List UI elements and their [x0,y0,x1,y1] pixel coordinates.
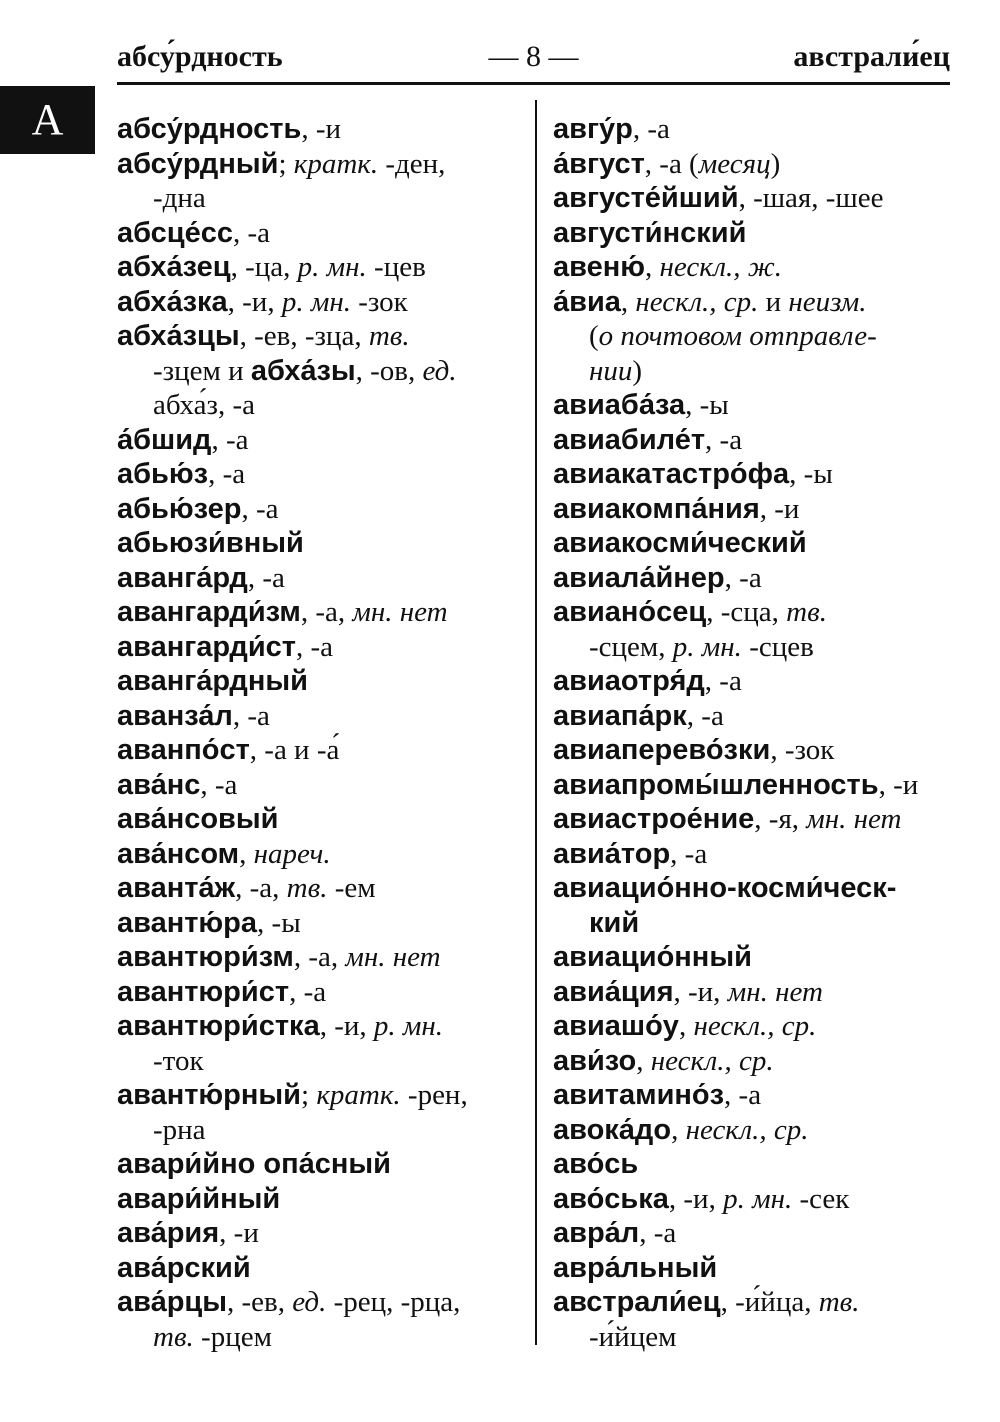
entry-text: , -и [759,492,800,525]
grammar-label: нареч. [253,837,331,870]
dictionary-line [553,526,963,561]
entry-text: , [671,1113,686,1146]
entry-text: , -а [686,699,724,732]
dictionary-line [117,1009,527,1044]
dictionary-line [117,285,527,320]
dictionary-line [553,906,963,941]
entry-text: , -а [289,975,327,1008]
entry-text: -рна [153,1113,206,1146]
headword: ава́нсовый [117,803,279,835]
headword: авиа́ция [553,975,674,1008]
entry-text: -зцем и [153,354,251,387]
headword: абха́зка [117,285,228,318]
dictionary-line [553,1182,963,1217]
entry-text: , -ы [257,906,301,939]
headword: авиаотря́д [553,665,705,697]
entry-text: , -ов, [355,354,423,387]
entry-text: ( [589,320,599,352]
entry-text: -ток [153,1044,204,1077]
headword: абха́зцы [117,320,240,352]
dictionary-line [553,561,963,596]
grammar-label: нескл., ср. [693,1010,817,1042]
headword: авитамино́з [553,1079,725,1111]
entry-text: -ден, [378,147,446,180]
dictionary-line [553,216,963,251]
headword: авантюри́стка [117,1010,320,1042]
headword: а́вгуст [553,147,645,180]
dictionary-line [117,216,527,251]
dictionary-line [117,250,527,285]
entry-text: , -а [724,1079,762,1111]
dictionary-line [117,492,527,527]
headword: авиакосми́ческий [553,527,807,559]
entry-text: , [239,837,254,870]
headword: ава́рцы [117,1286,228,1318]
headword: авари́йно опа́сный [117,1148,391,1180]
headword: австрали́ец [553,1286,721,1318]
entry-text: ) [770,147,781,180]
headword: аванта́ж [117,872,236,904]
dictionary-line [553,975,963,1010]
entry-text: -рцем [193,1320,272,1353]
headword: авиакатастро́фа [553,458,790,490]
grammar-label: нии [589,354,633,387]
dictionary-line [117,733,527,768]
entry-text: , -а, [235,872,287,904]
dictionary-line [553,1078,963,1113]
page-number: — 8 — [488,40,579,73]
headword: авиацио́нно-косми́ческ- [553,872,897,904]
dictionary-line [553,733,963,768]
dictionary-line [117,319,527,354]
running-header [117,36,950,85]
grammar-label: о почтовом отправле- [598,320,877,352]
headword: кий [589,906,640,939]
entry-text: , -а [208,458,246,490]
entry-text: , [620,285,636,318]
entry-text: , -и [878,768,919,801]
dictionary-line [553,319,963,354]
headword: авантю́ра [117,906,258,939]
entry-text: , -а [632,113,670,145]
dictionary-line [117,112,527,147]
entry-text: , -а [232,699,270,732]
dictionary-line [553,699,963,734]
entry-text: , -а [295,630,334,663]
headword: аванга́рдный [117,665,308,697]
dictionary-line [117,147,527,182]
entry-text: -дна [153,182,206,214]
entry-text: -сцев [741,630,814,663]
headword: авиано́сец [553,596,707,628]
dictionary-line [553,250,963,285]
grammar-label: тв. [368,320,410,352]
entry-text: , -ев, -зца, [239,320,369,352]
grammar-label: р. мн. [723,1182,793,1215]
headword: ава́рский [117,1251,251,1284]
headword: аванпо́ст [117,734,250,766]
grammar-label: нескл., ср. [635,285,759,318]
entry-text: , -а [724,561,762,594]
entry-text: ; [301,1079,317,1111]
entry-text: , -а [241,492,279,525]
headword: ави́зо [553,1044,637,1077]
headword: абью́з [117,458,209,490]
dictionary-line [117,1216,527,1251]
entry-text: , -и [219,1217,259,1249]
entry-text: , [636,1044,651,1077]
dictionary-line [553,768,963,803]
headword: авиапа́рк [553,699,687,732]
headword: авантю́рный [117,1079,302,1111]
dictionary-line [553,837,963,872]
entry-text: , -и [301,113,342,145]
headword: авока́до [553,1113,672,1146]
headword: абсу́рдный [117,147,279,180]
grammar-label: мн. нет [345,941,441,973]
dictionary-line [117,1320,527,1355]
entry-text: , -а [200,768,238,801]
dictionary-line [117,664,527,699]
grammar-label: тв. [818,1286,860,1318]
dictionary-line [553,1216,963,1251]
headword: аванга́рд [117,561,248,594]
dictionary-line [117,388,527,423]
grammar-label: ед. [292,1286,327,1318]
dictionary-line [117,768,527,803]
headword: авиаперево́зки [553,734,771,766]
dictionary-line [117,1078,527,1113]
entry-text: , -а [704,665,742,697]
headword: ава́рия [117,1217,220,1249]
header-left-headword: абсу́рдность [117,40,283,73]
headword: августе́йший [553,182,739,214]
dictionary-line [117,1147,527,1182]
headword: ава́нс [117,768,201,801]
dictionary-line [117,906,527,941]
entry-text: -сцем, [589,630,673,663]
grammar-label: тв. [786,596,827,628]
grammar-label: ед. [422,354,457,387]
left-column [117,112,527,1354]
headword: аванза́л [117,699,233,732]
dictionary-line [553,871,963,906]
dictionary-line [553,940,963,975]
header-right-headword: австрали́ец [793,40,950,73]
dictionary-line [553,1113,963,1148]
grammar-label: р. мн. [373,1010,444,1042]
dictionary-line [553,112,963,147]
entry-text: , -а, [300,596,353,628]
entry-text: , -а ( [644,147,699,180]
entry-text: , -ы [789,458,833,490]
dictionary-line [553,354,963,389]
entry-text: , -ы [685,389,729,421]
headword: абью́зер [117,492,242,525]
headword: авиа́тор [553,837,671,870]
dictionary-line [553,1251,963,1286]
headword: авиапромы́шленность [553,768,879,801]
entry-text: -цев [366,251,426,283]
entry-text: , -а и -а́ [249,734,340,766]
grammar-label: кратк. [293,147,379,180]
entry-text: и [758,285,789,318]
dictionary-line [553,1009,963,1044]
dictionary-line [117,940,527,975]
headword: а́виа [553,285,621,318]
entry-text: , -и́йца, [720,1286,819,1318]
headword: авангарди́зм [117,596,301,628]
headword: ава́нсом [117,837,240,870]
headword: абсце́сс [117,216,233,249]
grammar-label: кратк. [316,1079,401,1111]
headword: авиала́йнер [553,561,725,594]
entry-text: , -а, [293,941,346,973]
headword: авиашо́у [553,1010,679,1042]
grammar-label: неизм. [788,285,867,318]
entry-text: -рен, [400,1079,468,1111]
grammar-label: р. мн. [672,630,742,663]
grammar-label: месяц [698,147,771,180]
grammar-label: мн. нет [806,803,902,835]
dictionary-line [553,1320,963,1355]
entry-text: -рец, -рца, [326,1286,461,1318]
grammar-label: мн. нет [727,975,823,1008]
dictionary-line [117,871,527,906]
dictionary-line [117,1182,527,1217]
headword: авиацио́нный [553,941,752,973]
entry-text: , -и, [673,975,728,1008]
headword: а́бшид [117,423,212,456]
dictionary-line [553,595,963,630]
headword: абха́зец [117,251,231,283]
headword: авиабиле́т [553,423,706,456]
dictionary-line [117,595,527,630]
entry-text: -ем [327,872,376,904]
dictionary-line [553,630,963,665]
entry-text: , -ца, [230,251,298,283]
headword: аво́сь [553,1148,639,1180]
headword: абьюзи́вный [117,527,304,559]
grammar-label: мн. нет [352,596,448,628]
dictionary-line [117,1044,527,1079]
entry-text: , -шая, -шее [738,182,884,214]
dictionary-line [117,526,527,561]
dictionary-line [553,388,963,423]
dictionary-line [117,1113,527,1148]
dictionary-line [117,1251,527,1286]
headword: абха́зы [250,354,356,387]
dictionary-line [553,423,963,458]
headword: аво́ська [553,1182,669,1215]
dictionary-line [117,699,527,734]
entry-text: , -и, [319,1010,374,1042]
headword: авари́йный [117,1182,281,1215]
entry-text: , -а [233,216,271,249]
grammar-label: нескл., ж. [659,251,782,283]
dictionary-line [117,1285,527,1320]
dictionary-line [117,457,527,492]
dictionary-line [553,457,963,492]
dictionary-line [117,423,527,458]
dictionary-line [553,1147,963,1182]
entry-text: -зок [350,285,408,318]
entry-text: , -сца, [706,596,787,628]
entry-text: , -ев, [227,1286,293,1318]
entry-text: , [644,251,660,283]
grammar-label: р. мн. [281,285,351,318]
dictionary-line [553,802,963,837]
headword: авиастрое́ние [553,803,755,835]
entry-text: , -и, [668,1182,724,1215]
dictionary-line [117,837,527,872]
grammar-label: р. мн. [297,251,367,283]
headword: авра́льный [553,1251,718,1284]
grammar-label: нескл., ср. [650,1044,774,1077]
entry-text: -сек [792,1182,850,1215]
entry-text: ) [632,354,643,387]
entry-text: , -а [247,561,285,594]
headword: авантюри́ст [117,975,290,1008]
headword: авеню́ [553,251,645,283]
grammar-label: тв. [153,1320,194,1353]
dictionary-line [117,181,527,216]
right-column [553,112,963,1354]
headword: абсу́рдность [117,113,302,145]
headword: авгу́р [553,113,633,145]
entry-text: , -а [705,423,743,456]
dictionary-line [553,492,963,527]
entry-text: , -и, [227,285,282,318]
dictionary-line [117,561,527,596]
dictionary-line [117,802,527,837]
entry-text: , -зок [770,734,835,766]
thumb-index-tab: А [0,86,95,154]
grammar-label: тв. [286,872,328,904]
entry-text: , -а [211,423,249,456]
dictionary-line [553,285,963,320]
entry-text: , -а [670,837,708,870]
dictionary-line [553,1285,963,1320]
dictionary-line [553,1044,963,1079]
headword: авра́л [553,1217,640,1249]
dictionary-line [117,630,527,665]
dictionary-line [553,147,963,182]
entry-text: ; [278,147,294,180]
entry-text: -и́йцем [589,1320,677,1353]
dictionary-line [553,664,963,699]
headword: авиакомпа́ния [553,492,760,525]
dictionary-line [117,354,527,389]
entry-text: , [678,1010,694,1042]
headword: августи́нский [553,216,747,249]
grammar-label: нескл., ср. [685,1113,809,1146]
entry-text: абха́з, -а [153,389,255,421]
entry-text: , -я, [754,803,807,835]
dictionary-line [553,181,963,216]
dictionary-line [117,975,527,1010]
entry-text: , -а [639,1217,677,1249]
column-divider [535,100,537,1345]
headword: авантюри́зм [117,941,294,973]
headword: авангарди́ст [117,630,296,663]
headword: авиаба́за [553,389,686,421]
